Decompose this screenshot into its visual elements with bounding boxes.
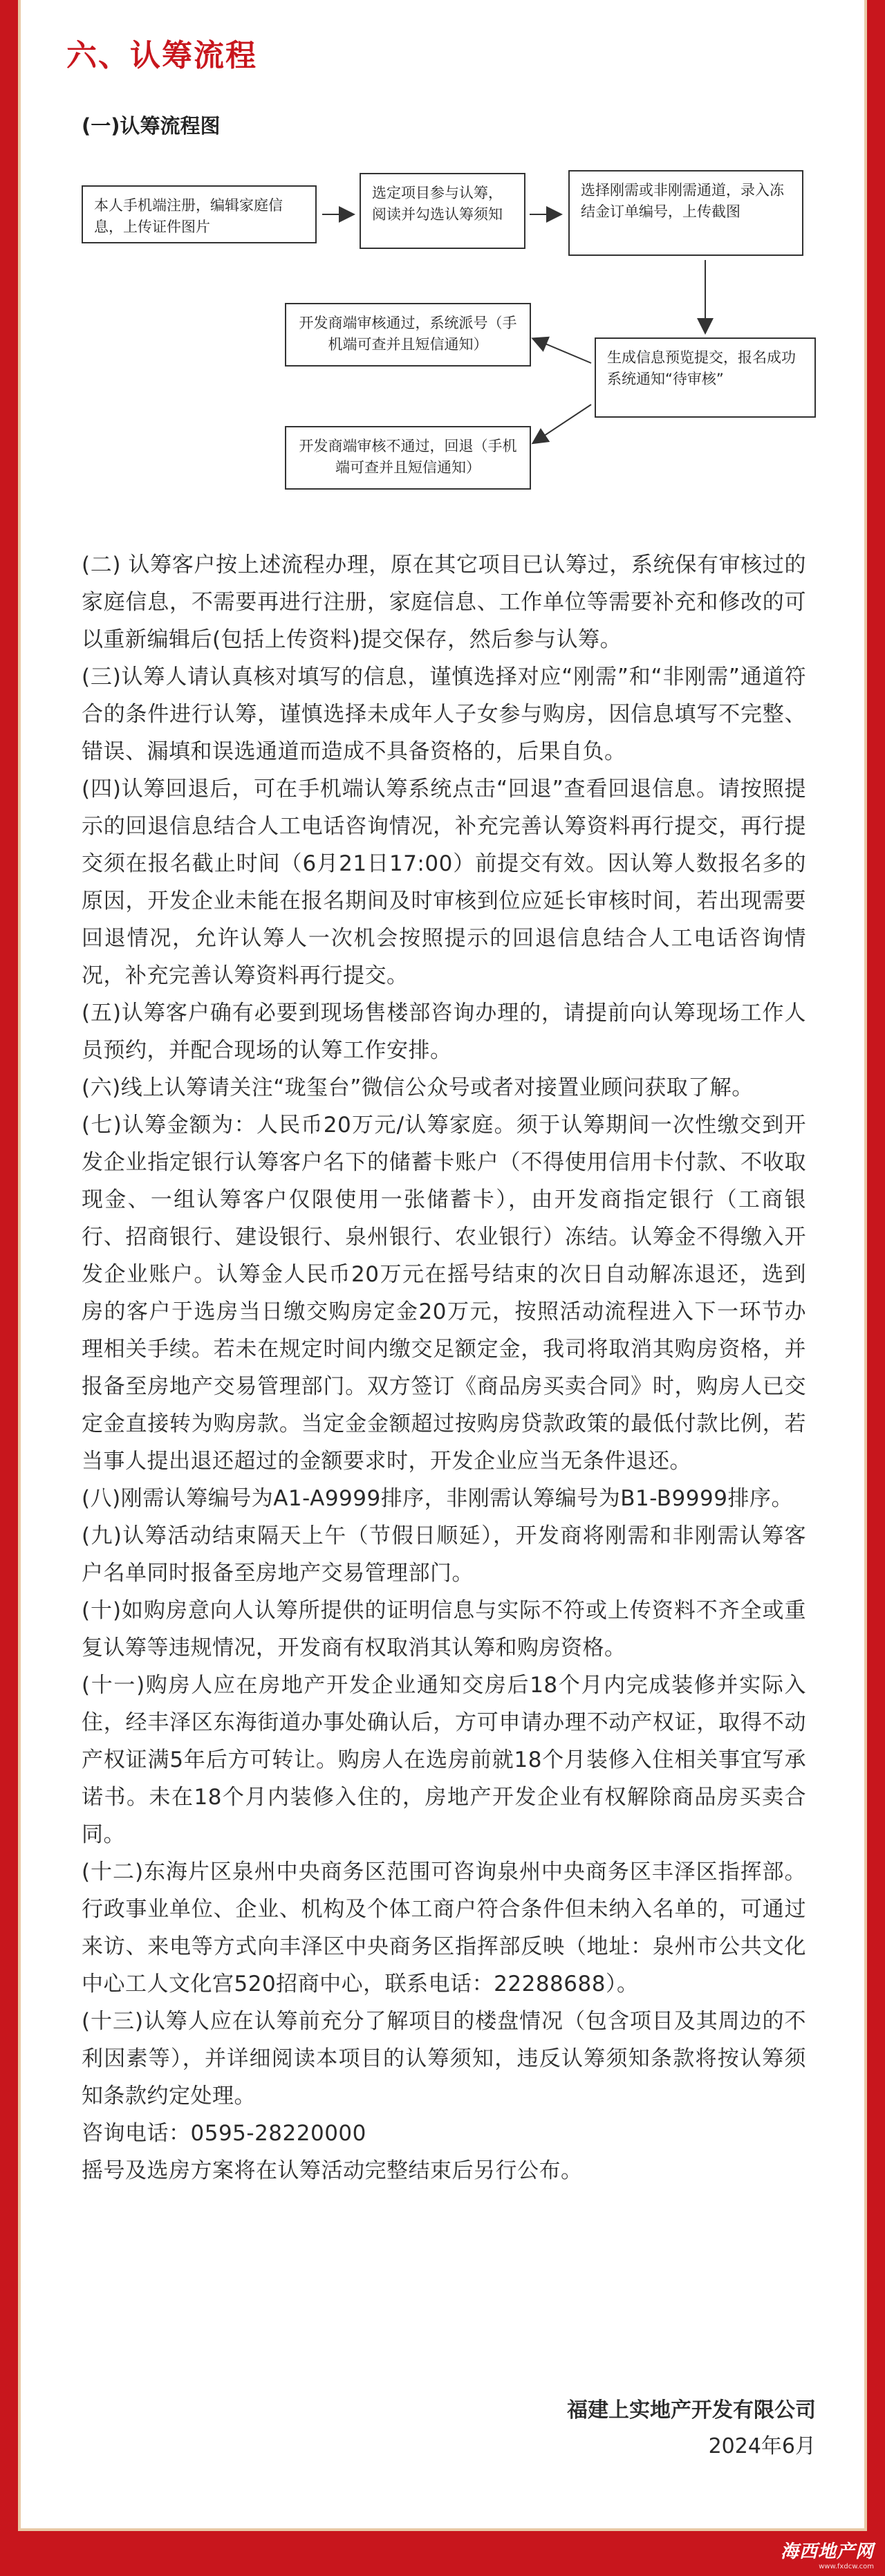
flow-step-approved: 开发商端审核通过，系统派号（手机端可查并且短信通知） [285,303,531,367]
paragraph-2: (二) 认筹客户按上述流程办理，原在其它项目已认筹过，系统保有审核过的家庭信息，不需要再进行注册，家庭信息、工作单位等需要补充和修改的可以重新编辑后(包括上传资料)提交保存，然后参与认筹。 [82,553,806,652]
flow-step-submit-preview: 生成信息预览提交，报名成功系统通知“待审核” [595,337,816,418]
flowchart [0,0,885,526]
signature-date: 2024年6月 [708,2434,816,2458]
company-name: 福建上实地产开发有限公司 [567,2398,816,2422]
flow-step-rejected: 开发商端审核不通过，回退（手机端可查并且短信通知） [285,426,531,490]
consult-phone: 咨询电话：0595-28220000 [82,2121,366,2146]
closing-note: 摇号及选房方案将在认筹活动完整结束后另行公布。 [82,2158,583,2183]
paragraph-4: (四)认筹回退后，可在手机端认筹系统点击“回退”查看回退信息。请按照提示的回退信息结合人工电话咨询情况，补充完善认筹资料再行提交，再行提交须在报名截止时间（6月21日17:00）前提交有效。因认筹人数报名多的原因，开发企业未能在报名期间及时审核到位应延长审核时间，若出现需要回退情况，允许认筹人一次机会按照提示的回退信息结合人工电话咨询情况，补充完善认筹资料再行提交。 [82,777,806,988]
paragraph-10: (十)如购房意向人认筹所提供的证明信息与实际不符或上传资料不齐全或重复认筹等违规情况，开发商有权取消其认筹和购房资格。 [82,1598,806,1660]
paragraph-11: (十一)购房人应在房地产开发企业通知交房后18个月内完成装修并实际入住，经丰泽区东海街道办事处确认后，方可申请办理不动产权证，取得不动产权证满5年后方可转让。购房人在选房前就18个月装修入住相关事宜写承诺书。未在18个月内装修入住的，房地产开发企业有权解除商品房买卖合同。 [82,1673,806,1847]
subsection-title: (一)认筹流程图 [82,114,221,138]
section-title: 六、认筹流程 [66,38,257,73]
watermark-url: www.fxdcw.com [819,2563,874,2570]
signature-block [567,2393,816,2465]
flow-step-register: 本人手机端注册，编辑家庭信息，上传证件图片 [82,185,317,243]
paragraph-5: (五)认筹客户确有必要到现场售楼部咨询办理的，请提前向认筹现场工作人员预约，并配合现场的认筹工作安排。 [82,1001,806,1063]
body-text [82,546,806,2189]
watermark-brand: 海西地产网 [780,2541,874,2562]
paragraph-9: (九)认筹活动结束隔天上午（节假日顺延），开发商将刚需和非刚需认筹客户名单同时报备至房地产交易管理部门。 [82,1523,806,1586]
paragraph-8: (八)刚需认筹编号为A1-A9999排序，非刚需认筹编号为B1-B9999排序。 [82,1486,793,1511]
paragraph-3: (三)认筹人请认真核对填写的信息，谨慎选择对应“刚需”和“非刚需”通道符合的条件进行认筹，谨慎选择未成年人子女参与购房，因信息填写不完整、错误、漏填和误选通道而造成不具备资格的，后果自负。 [82,665,806,764]
flow-step-select-project: 选定项目参与认筹，阅读并勾选认筹须知 [360,173,525,249]
flow-step-select-channel: 选择刚需或非刚需通道，录入冻结金订单编号，上传截图 [568,170,803,256]
arrow-4-5 [534,339,591,363]
paragraph-6: (六)线上认筹请关注“珑玺台”微信公众号或者对接置业顾问获取了解。 [82,1075,754,1100]
paragraph-12: (十二)东海片区泉州中央商务区范围可咨询泉州中央商务区丰泽区指挥部。行政事业单位、企业、机构及个体工商户符合条件但未纳入名单的，可通过来访、来电等方式向丰泽区中央商务区指挥部反映（地址：泉州市公共文化中心工人文化宫520招商中心，联系电话：22288688）。 [82,1860,806,1996]
paragraph-7: (七)认筹金额为：人民币20万元/认筹家庭。须于认筹期间一次性缴交到开发企业指定银行认筹客户名下的储蓄卡账户（不得使用信用卡付款、不收取现金、一组认筹客户仅限使用一张储蓄卡），由开发商指定银行（工商银行、招商银行、建设银行、泉州银行、农业银行）冻结。认筹金不得缴入开发企业账户。认筹金人民币20万元在摇号结束的次日自动解冻退还，选到房的客户于选房当日缴交购房定金20万元，按照活动流程进入下一环节办理相关手续。若未在规定时间内缴交足额定金，我司将取消其购房资格，并报备至房地产交易管理部门。双方签订《商品房买卖合同》时，购房人已交定金直接转为购房款。当定金金额超过按购房贷款政策的最低付款比例，若当事人提出退还超过的金额要求时，开发企业应当无条件退还。 [82,1113,806,1474]
paragraph-13: (十三)认筹人应在认筹前充分了解项目的楼盘情况（包含项目及其周边的不利因素等），并详细阅读本项目的认筹须知，违反认筹须知条款将按认筹须知条款约定处理。 [82,2009,806,2109]
watermark-logo [781,2537,874,2570]
arrow-4-6 [534,405,591,443]
